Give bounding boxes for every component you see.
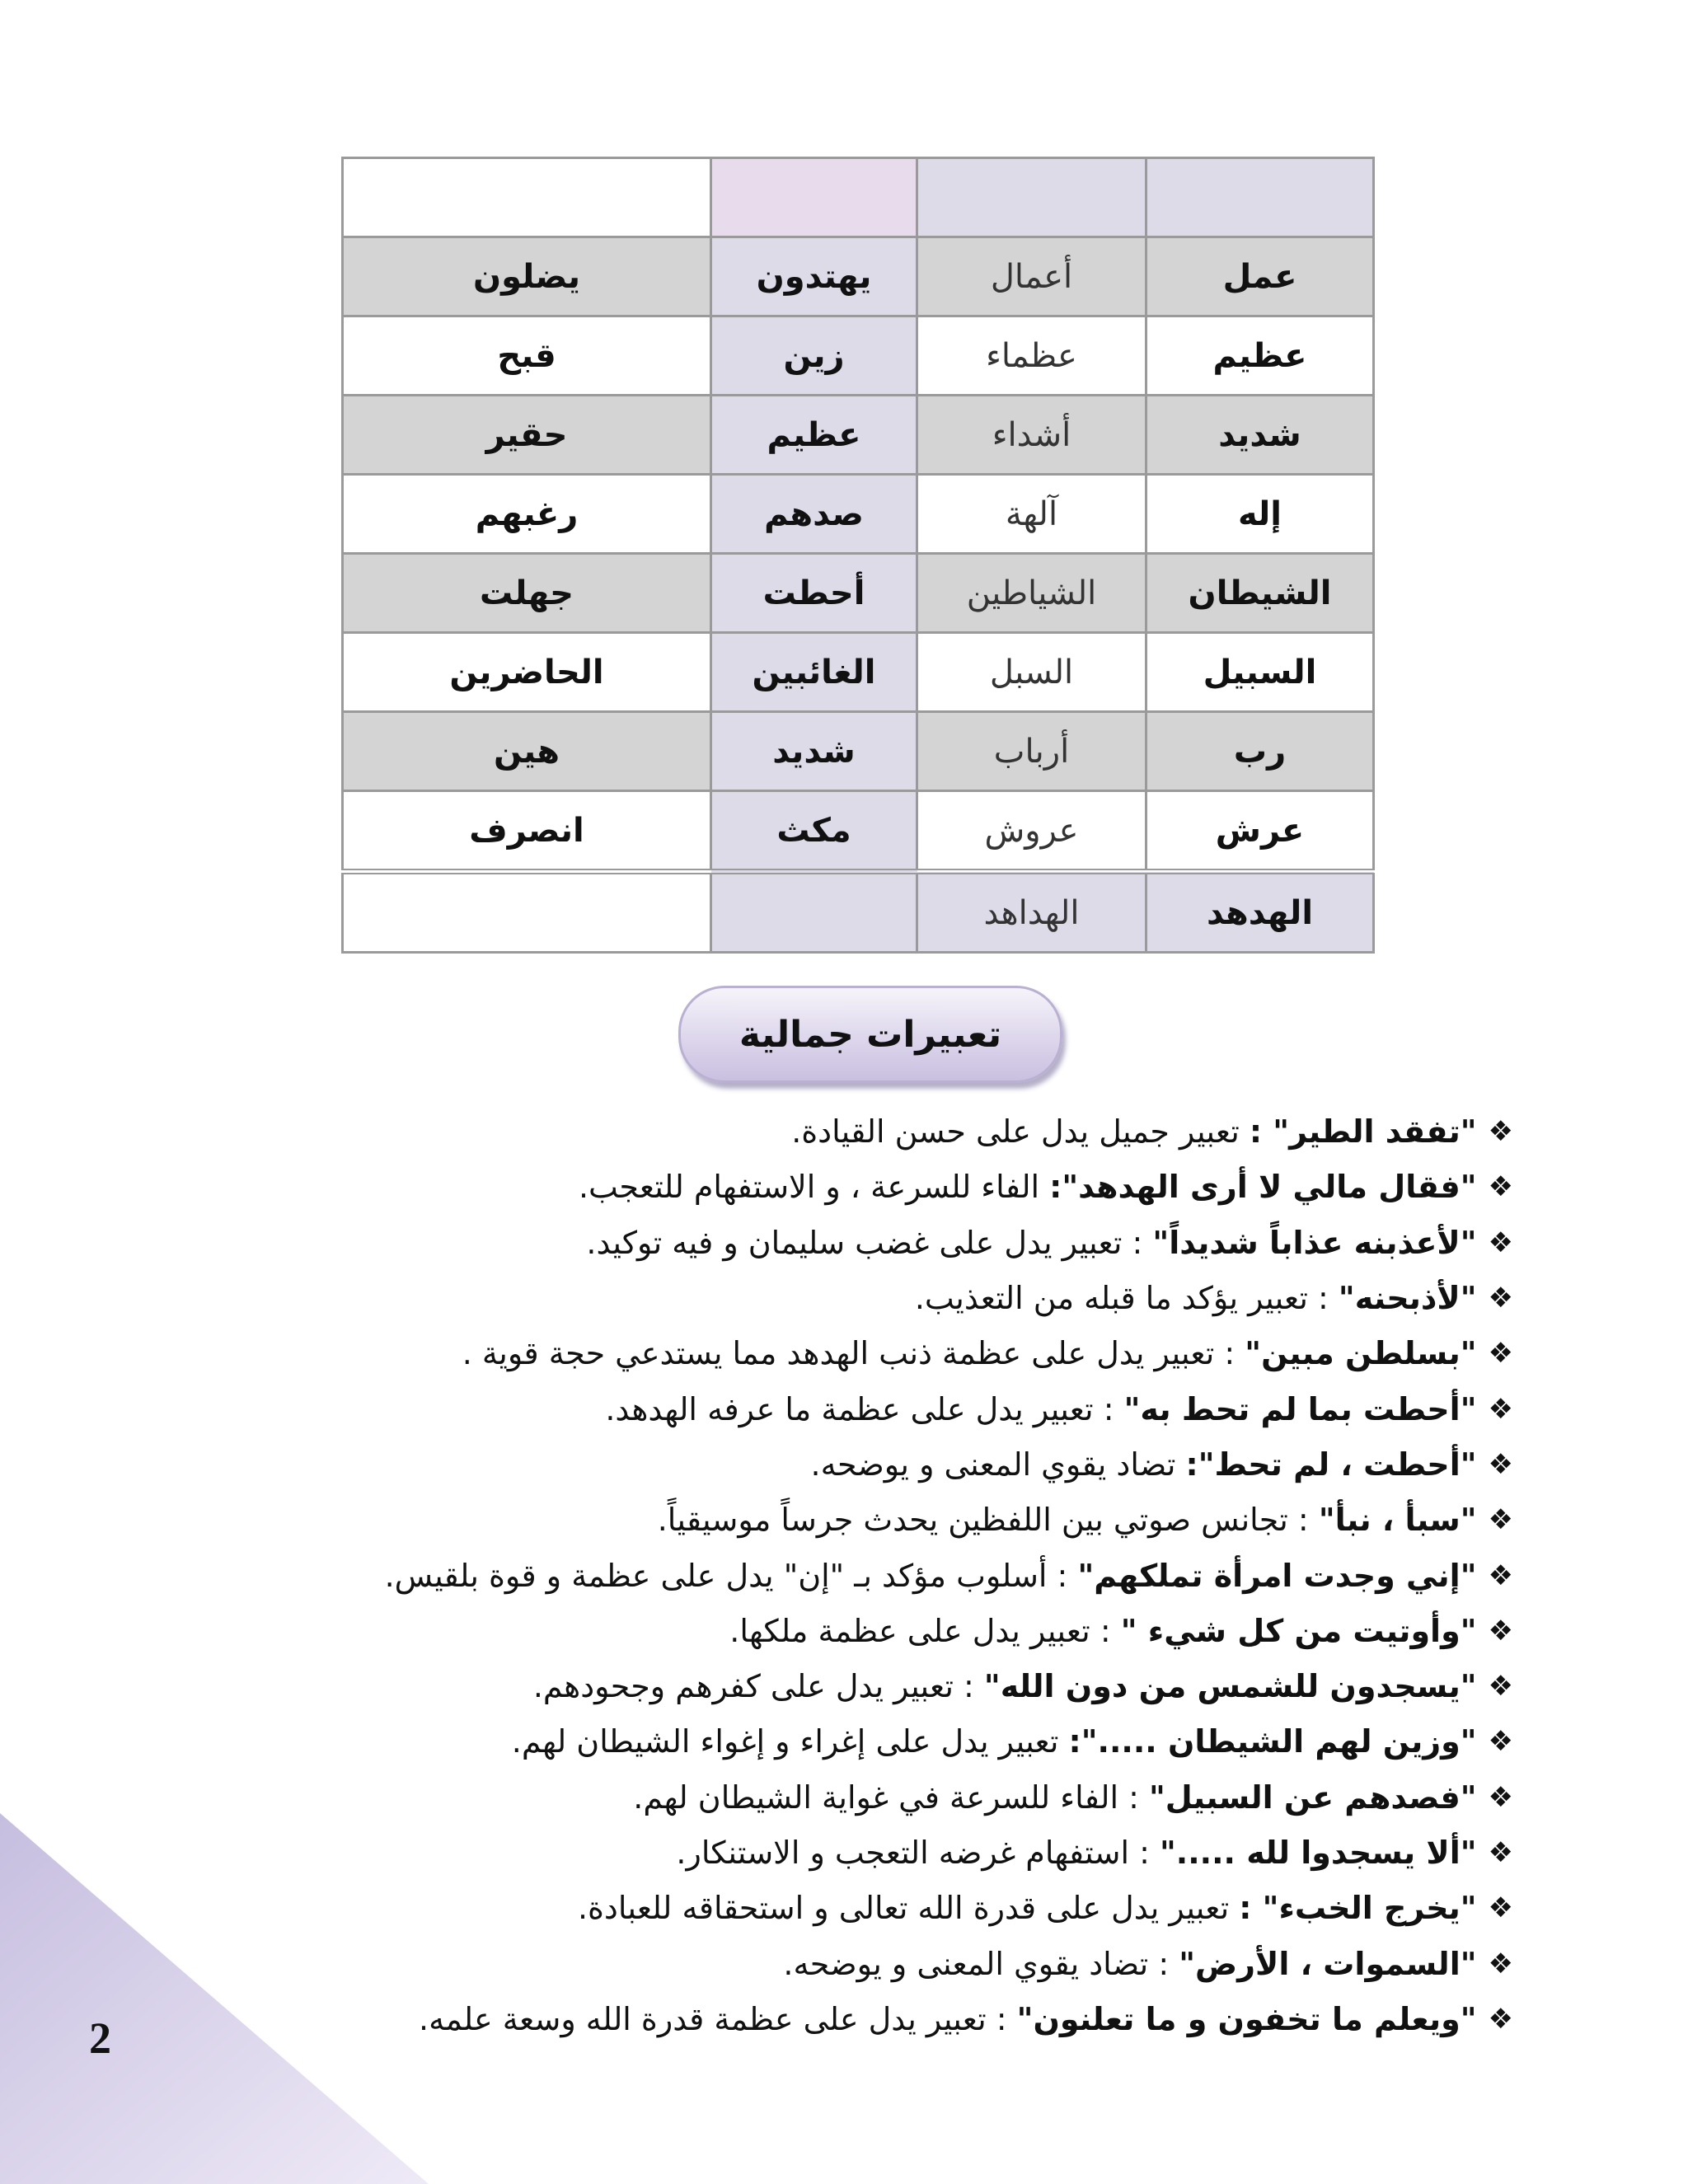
- table-cell: [917, 158, 1146, 237]
- explanation-text: تضاد يقوي المعنى و يوضحه.: [810, 1446, 1186, 1483]
- item-content: [605, 1382, 1476, 1437]
- item-content: [385, 1549, 1477, 1604]
- table-cell: الغائبين: [711, 633, 917, 712]
- item-content: [512, 1714, 1477, 1769]
- item-content: [579, 1160, 1477, 1215]
- table-cell: [343, 158, 711, 237]
- table-row: [343, 237, 1374, 316]
- table-row: [343, 791, 1374, 872]
- explanation-text: تعبير جميل يدل على حسن القيادة.: [791, 1113, 1250, 1151]
- table-cell: صدهم: [711, 475, 917, 554]
- table-cell: [343, 872, 711, 953]
- table-cell: جهلت: [343, 554, 711, 633]
- explanation-text: : أسلوب مؤكد بـ "إن" يدل على عظمة و قوة بلقيس.: [384, 1557, 1078, 1594]
- table-row: [343, 158, 1374, 237]
- table-cell: آلهة: [917, 475, 1146, 554]
- explanation-text: : تعبير يدل على كفرهم وجحودهم.: [532, 1668, 984, 1705]
- table-row: [343, 872, 1374, 953]
- table-cell: انصرف: [343, 791, 711, 872]
- table-cell: إله: [1146, 475, 1374, 554]
- section-heading: [678, 986, 1062, 1083]
- item-content: [462, 1326, 1477, 1381]
- page-number: 2: [89, 2013, 111, 2063]
- list-item: [112, 1881, 1513, 1936]
- table-row: [343, 633, 1374, 712]
- explanation-text: : تجانس صوتي بين اللفظين يحدث جرساً موسيقياً.: [657, 1502, 1319, 1539]
- table-cell: عرش: [1146, 791, 1374, 872]
- table-cell: السبل: [917, 633, 1146, 712]
- table-cell: الشيطان: [1146, 554, 1374, 633]
- table-cell: قبح: [343, 316, 711, 396]
- quoted-phrase: "لأعذبنه عذاباً شديداً": [1152, 1224, 1477, 1261]
- diamond-bullet-icon: ❖: [1488, 1337, 1513, 1371]
- quoted-phrase: "ويعلم ما تخفون و ما تعلنون": [1016, 2000, 1477, 2037]
- diamond-bullet-icon: ❖: [1488, 1670, 1513, 1704]
- diamond-bullet-icon: ❖: [1488, 1503, 1513, 1537]
- list-item: [112, 1936, 1513, 1991]
- item-content: [419, 1992, 1476, 2047]
- diamond-bullet-icon: ❖: [1488, 1447, 1513, 1481]
- table-cell: عمل: [1146, 237, 1374, 316]
- diamond-bullet-icon: ❖: [1488, 1558, 1513, 1592]
- diamond-bullet-icon: ❖: [1488, 1392, 1513, 1426]
- table-cell: شديد: [1146, 396, 1374, 475]
- diamond-bullet-icon: ❖: [1488, 1891, 1513, 1925]
- expressions-list: [112, 1104, 1513, 2047]
- explanation-text: تعبير يدل على إغراء و إغواء الشيطان لهم.: [511, 1723, 1069, 1760]
- table-row: [343, 554, 1374, 633]
- item-content: [578, 1881, 1477, 1936]
- quoted-phrase: "سبأ ، نبأ": [1318, 1502, 1477, 1539]
- item-content: [729, 1604, 1476, 1659]
- quoted-phrase: "أحطت ، لم تحط":: [1185, 1446, 1477, 1483]
- table-cell: الحاضرين: [343, 633, 711, 712]
- table-cell: رغبهم: [343, 475, 711, 554]
- diamond-bullet-icon: ❖: [1488, 1170, 1513, 1204]
- quoted-phrase: "فقال مالي لا أرى الهدهد":: [1049, 1169, 1477, 1206]
- item-content: [915, 1271, 1477, 1326]
- quoted-phrase: "لأذبحنه": [1338, 1280, 1477, 1317]
- table-cell: عظيم: [1146, 316, 1374, 396]
- table-cell: الهدهد: [1146, 872, 1374, 953]
- item-content: [586, 1216, 1476, 1271]
- table-cell: مكث: [711, 791, 917, 872]
- table-row: [343, 316, 1374, 396]
- table-cell: يضلون: [343, 237, 711, 316]
- diamond-bullet-icon: ❖: [1488, 1282, 1513, 1315]
- diamond-bullet-icon: ❖: [1488, 1725, 1513, 1759]
- list-item: [112, 1825, 1513, 1881]
- table-row: [343, 396, 1374, 475]
- diamond-bullet-icon: ❖: [1488, 1780, 1513, 1814]
- table-cell: عظيم: [711, 396, 917, 475]
- list-item: [112, 1437, 1513, 1493]
- diamond-bullet-icon: ❖: [1488, 1226, 1513, 1259]
- explanation-text: : استفهام غرضه التعجب و الاستنكار.: [676, 1835, 1160, 1871]
- item-content: [676, 1825, 1476, 1881]
- item-content: [633, 1770, 1476, 1825]
- table-cell: يهتدون: [711, 237, 917, 316]
- list-item: [112, 1604, 1513, 1659]
- table-cell: الهداهد: [917, 872, 1146, 953]
- list-item: [112, 1216, 1513, 1271]
- quoted-phrase: "أحطت بما لم تحط به": [1123, 1390, 1477, 1427]
- item-content: [791, 1104, 1476, 1160]
- list-item: [112, 1493, 1513, 1548]
- list-item: [112, 1381, 1513, 1436]
- table-cell: عروش: [917, 791, 1146, 872]
- quoted-phrase: "ألا يسجدوا لله .....": [1159, 1835, 1477, 1871]
- list-item: [112, 1326, 1513, 1381]
- table-cell: أرباب: [917, 712, 1146, 791]
- table-cell: السبيل: [1146, 633, 1374, 712]
- quoted-phrase: "وأوتيت من كل شيء ": [1120, 1612, 1477, 1649]
- item-content: [533, 1659, 1477, 1714]
- quoted-phrase: "السموات ، الأرض": [1179, 1945, 1477, 1982]
- explanation-text: الفاء للسرعة ، و الاستفهام للتعجب.: [578, 1169, 1050, 1206]
- table-cell: أعمال: [917, 237, 1146, 316]
- explanation-text: : تعبير يدل على عظمة ذنب الهدهد مما يستدعي حجة قوية .: [462, 1335, 1245, 1372]
- list-item: [112, 1160, 1513, 1215]
- quoted-phrase: "يخرج الخبء" :: [1239, 1890, 1477, 1927]
- table-cell: شديد: [711, 712, 917, 791]
- table-cell: حقير: [343, 396, 711, 475]
- table-cell: أشداء: [917, 396, 1146, 475]
- section-heading-text: تعبيرات جمالية: [738, 1013, 1002, 1056]
- list-item: [112, 1104, 1513, 1160]
- list-item: [112, 1548, 1513, 1603]
- explanation-text: : تعبير يؤكد ما قبله من التعذيب.: [914, 1280, 1339, 1317]
- diamond-bullet-icon: ❖: [1488, 1115, 1513, 1149]
- explanation-text: : تعبير يدل على عظمة ملكها.: [729, 1612, 1121, 1649]
- explanation-text: تعبير يدل على قدرة الله تعالى و استحقاقه للعبادة.: [577, 1890, 1240, 1927]
- diamond-bullet-icon: ❖: [1488, 1614, 1513, 1647]
- table-cell: [711, 872, 917, 953]
- explanation-text: : تعبير يدل على غضب سليمان و فيه توكيد.: [586, 1224, 1153, 1261]
- table-cell: هين: [343, 712, 711, 791]
- table-cell: عظماء: [917, 316, 1146, 396]
- quoted-phrase: "وزين لهم الشيطان .....":: [1068, 1723, 1477, 1760]
- diamond-bullet-icon: ❖: [1488, 1836, 1513, 1869]
- item-content: [811, 1437, 1477, 1493]
- list-item: [112, 1770, 1513, 1825]
- vocabulary-table: [341, 157, 1375, 954]
- diamond-bullet-icon: ❖: [1488, 1947, 1513, 1980]
- table-row: [343, 475, 1374, 554]
- explanation-text: : تعبير يدل على عظمة ما عرفه الهدهد.: [605, 1390, 1124, 1427]
- table-row: [343, 712, 1374, 791]
- table-cell: [1146, 158, 1374, 237]
- quoted-phrase: "تفقد الطير" :: [1249, 1113, 1477, 1151]
- explanation-text: : الفاء للسرعة في غواية الشيطان لهم.: [633, 1779, 1149, 1816]
- list-item: [112, 1992, 1513, 2047]
- list-item: [112, 1271, 1513, 1326]
- table-cell: أحطت: [711, 554, 917, 633]
- quoted-phrase: "إني وجدت امرأة تملكهم": [1077, 1557, 1477, 1594]
- item-content: [658, 1493, 1477, 1548]
- quoted-phrase: "يسجدون للشمس من دون الله": [983, 1668, 1477, 1705]
- table-cell: الشياطين: [917, 554, 1146, 633]
- table-cell: زين: [711, 316, 917, 396]
- table-cell: [711, 158, 917, 237]
- quoted-phrase: "فصدهم عن السبيل": [1148, 1779, 1477, 1816]
- table-cell: رب: [1146, 712, 1374, 791]
- list-item: [112, 1659, 1513, 1714]
- diamond-bullet-icon: ❖: [1488, 2002, 1513, 2036]
- explanation-text: : تعبير يدل على عظمة قدرة الله وسعة علمه.: [419, 2000, 1017, 2037]
- list-item: [112, 1714, 1513, 1769]
- explanation-text: : تضاد يقوي المعنى و يوضحه.: [783, 1945, 1179, 1982]
- quoted-phrase: "بسلطن مبين": [1245, 1335, 1477, 1372]
- item-content: [783, 1937, 1476, 1992]
